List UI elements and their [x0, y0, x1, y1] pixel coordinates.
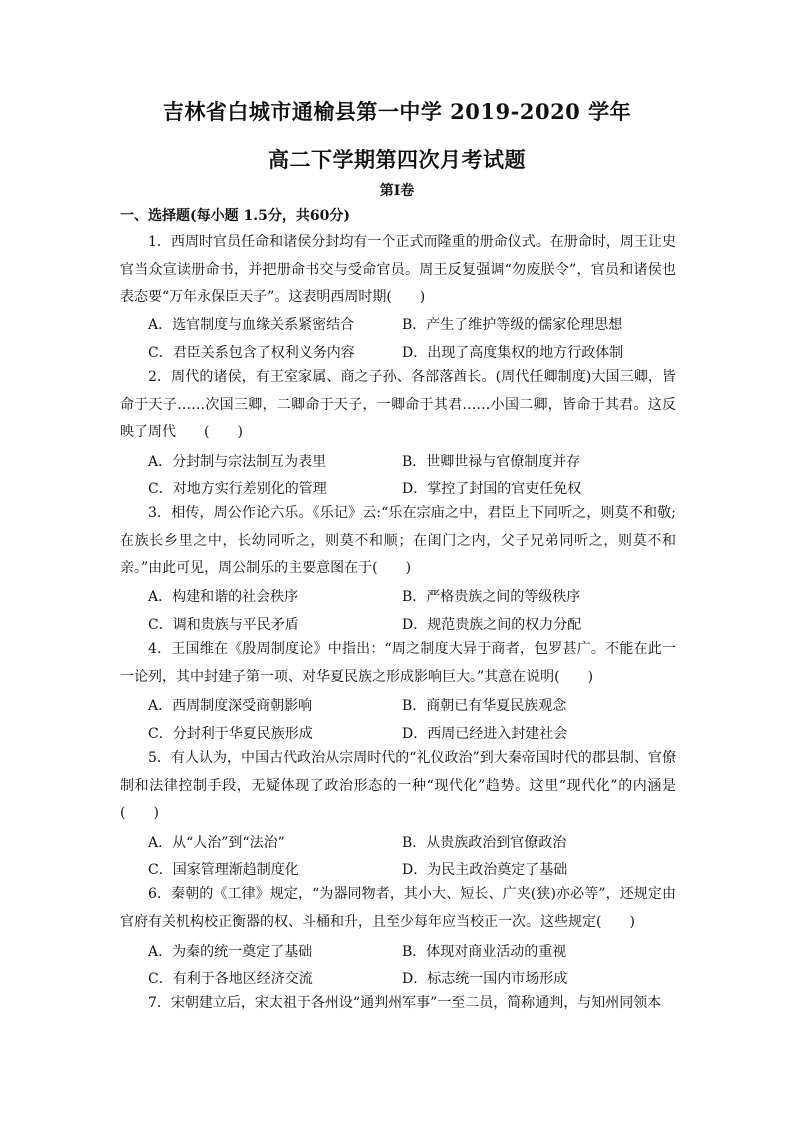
question-5-option-a: A．从“人治”到“法治”: [148, 835, 285, 851]
question-7-stem: [120, 990, 676, 1018]
question-1-option-a: A．选官制度与血缘关系紧密结合: [148, 317, 355, 333]
question-5-text: 5．有人认为，中国古代政治从宗周时代的“礼仪政治”到大秦帝国时代的郡县制、官僚制和法律控制手段，无疑体现了政治形态的一种“现代化”趋势。这里“现代化”的内涵是( ): [120, 750, 676, 822]
question-1-stem: [120, 229, 676, 312]
volume-label: 第Ⅰ卷: [379, 183, 415, 199]
question-6-option-b: B．体现对商业活动的重视: [402, 944, 567, 960]
question-1-text: 1．西周时官员任命和诸侯分封均有一个正式而隆重的册命仪式。在册命时，周王让史官当众宣读册命书，并把册命书交与受命官员。周王反复强调“勿废朕令”，官员和诸侯也表态要“万年永保臣天子”。这表明西周时期( ): [120, 234, 676, 306]
question-4-option-c: C．分封利于华夏民族形成: [148, 726, 313, 742]
question-5-option-d: D．为民主政治奠定了基础: [402, 862, 568, 878]
question-4-stem: [120, 636, 676, 691]
question-3-stem: [120, 500, 676, 583]
question-1-option-c: C．君臣关系包含了权利义务内容: [148, 345, 355, 361]
question-6-text: 6．秦朝的《工律》规定，“为器同物者，其小大、短长、广夹(狭)亦必等”，还规定由官府有关机构校正衡器的权、斗桶和升，且至少每年应当校正一次。这些规定( ): [120, 886, 676, 930]
question-5-option-c: C．国家管理渐趋制度化: [148, 862, 299, 878]
question-3-text: 3．相传，周公作论六乐。《乐记》云:“乐在宗庙之中，君臣上下同听之，则莫不和敬;在族长乡里之中，长幼同听之，则莫不和顺；在闺门之内，父子兄弟同听之，则莫不和亲。”由此可见，周公制乐的主要意图在于( ): [120, 505, 676, 577]
question-2-stem: [120, 364, 676, 447]
question-2-option-c: C．对地方实行差别化的管理: [148, 481, 327, 497]
question-3-option-c: C．调和贵族与平民矛盾: [148, 617, 299, 633]
exam-title-line1: 吉林省白城市通榆县第一中学 2019-2020 学年: [162, 99, 632, 124]
question-5-option-b: B．从贵族政治到官僚政治: [402, 835, 567, 851]
question-1-option-d: D．出现了高度集权的地方行政体制: [402, 345, 624, 361]
question-2-option-a: A．分封制与宗法制互为表里: [148, 454, 327, 470]
question-4-text: 4．王国维在《殷周制度论》中指出：“周之制度大异于商者，包罗甚广。不能在此一一论列，其中封建子第一项、对华夏民族之形成影响巨大。”其意在说明( ): [120, 641, 676, 685]
question-4-option-a: A．西周制度深受商朝影响: [148, 698, 313, 714]
question-2-text: 2．周代的诸侯，有王室家属、商之子孙、各部落酋长。(周代任卿制度)大国三卿，皆命于天子……次国三卿，二卿命于天子，一卿命于其君……小国二卿，皆命于其君。这反映了周代 ( ): [120, 369, 676, 441]
question-5-stem: [120, 745, 676, 828]
question-6-option-c: C．有利于各地区经济交流: [148, 971, 313, 987]
question-6-option-a: A．为秦的统一奠定了基础: [148, 944, 313, 960]
question-4-option-d: D．西周已经进入封建社会: [402, 726, 568, 742]
question-3-option-a: A．构建和谐的社会秩序: [148, 589, 299, 605]
question-3-option-b: B．严格贵族之间的等级秩序: [402, 589, 581, 605]
question-2-option-b: B．世卿世禄与官僚制度并存: [402, 454, 581, 470]
exam-title-line2: 高二下学期第四次月考试题: [268, 147, 526, 172]
question-3-option-d: D．规范贵族之间的权力分配: [402, 617, 582, 633]
question-6-stem: [120, 881, 676, 936]
question-1-option-b: B．产生了维护等级的儒家伦理思想: [402, 317, 623, 333]
question-2-option-d: D．掌控了封国的官吏任免权: [402, 481, 582, 497]
question-7-text: 7．宋朝建立后，宋太祖于各州设“通判州军事”一至二员，简称通判，与知州同领本: [148, 995, 662, 1011]
question-6-option-d: D．标志统一国内市场形成: [402, 971, 568, 987]
question-4-option-b: B．商朝已有华夏民族观念: [402, 698, 567, 714]
section-heading: 一、选择题(每小题 1.5分，共60分): [120, 208, 350, 224]
